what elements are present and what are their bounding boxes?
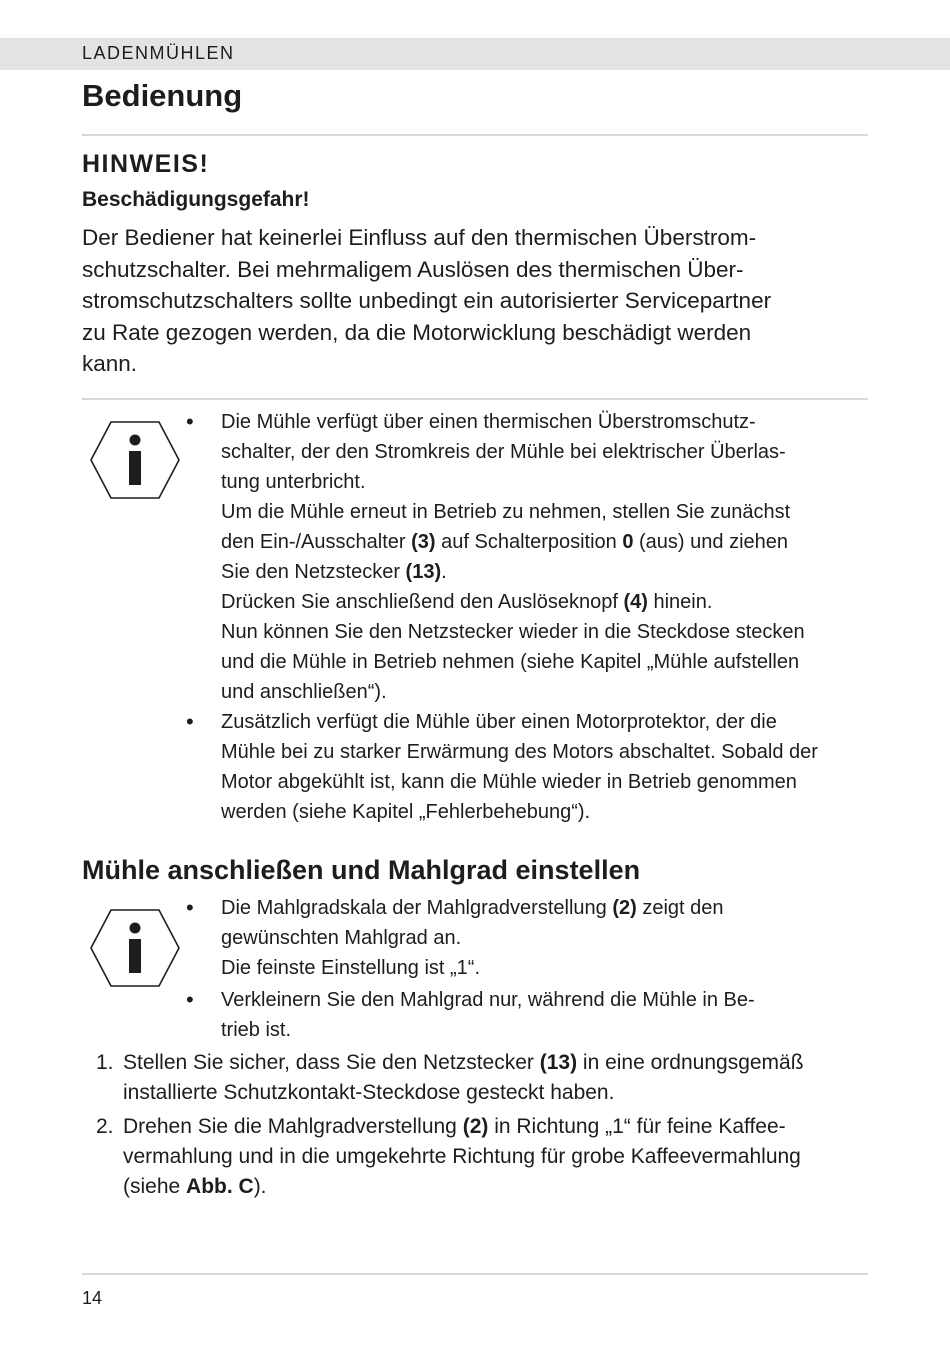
step-text: Drehen Sie die Mahlgradverstellung (2) in Richtung „1“ für feine Kaffee- — [123, 1115, 786, 1138]
notice-body — [82, 222, 868, 380]
footer-divider — [82, 1273, 868, 1275]
bullet-icon: • — [186, 709, 194, 734]
notice-subheading: Beschädigungsgefahr! — [82, 188, 310, 211]
bullet-text: werden (siehe Kapitel „Fehlerbehebung“). — [221, 801, 591, 823]
step-text: (siehe Abb. C). — [123, 1175, 267, 1198]
bullet-icon: • — [186, 987, 194, 1012]
bullet-icon: • — [186, 895, 194, 920]
bullet-text: und die Mühle in Betrieb nehmen (siehe Kapitel „Mühle aufstellen — [221, 651, 800, 673]
bullet-text: und anschließen“). — [221, 681, 387, 703]
notice-line: schutzschalter. Bei mehrmaligem Auslösen des thermischen Über- — [82, 256, 744, 282]
bullet-text: den Ein-/Ausschalter (3) auf Schalterposition 0 (aus) und ziehen — [221, 531, 789, 553]
list-item — [186, 407, 818, 707]
bullet-text: Die Mühle verfügt über einen thermischen Überstromschutz- — [221, 411, 756, 433]
list-item — [186, 985, 755, 1045]
bullet-text: Zusätzlich verfügt die Mühle über einen Motorprotektor, der die — [221, 711, 777, 733]
bullet-text: tung unterbricht. — [221, 471, 366, 493]
info-bullet-list — [186, 893, 755, 1045]
bullet-text: Motor abgekühlt ist, kann die Mühle wieder in Betrieb genommen — [221, 771, 797, 793]
notice-line: kann. — [82, 351, 138, 376]
info-bullet-list — [186, 407, 818, 827]
step-text: Stellen Sie sicher, dass Sie den Netzstecker (13) in eine ordnungsgemäß — [123, 1051, 804, 1074]
part-reference: (4) — [623, 591, 648, 613]
bullet-text: Um die Mühle erneut in Betrieb zu nehmen, stellen Sie zunächst — [221, 501, 791, 523]
notice-divider — [82, 398, 868, 400]
list-item — [186, 707, 818, 827]
section-heading: Mühle anschließen und Mahlgrad einstellen — [82, 855, 641, 885]
bullet-text: Die feinste Einstellung ist „1“. — [221, 957, 481, 979]
page-title: Bedienung — [82, 78, 243, 113]
step-number: 1. — [96, 1051, 114, 1074]
info-icon — [89, 908, 181, 988]
list-item — [82, 1048, 804, 1108]
running-title: LADENMÜHLEN — [82, 43, 235, 63]
bullet-text: Drücken Sie anschließend den Auslöseknopf (4) hinein. — [221, 591, 713, 613]
step-list — [82, 1048, 804, 1202]
part-reference: (3) — [411, 531, 436, 553]
notice-line: stromschutzschalters sollte unbedingt ein autorisierter Servicepartner — [82, 288, 772, 313]
page-number: 14 — [82, 1288, 103, 1308]
figure-reference: Abb. C — [186, 1175, 254, 1198]
step-text: installierte Schutzkontakt-Steckdose gesteckt haben. — [123, 1081, 615, 1104]
bullet-text: Verkleinern Sie den Mahlgrad nur, während die Mühle in Be- — [221, 989, 755, 1011]
bullet-text: Sie den Netzstecker (13). — [221, 561, 447, 583]
part-reference: (13) — [539, 1051, 578, 1074]
bullet-text: schalter, der den Stromkreis der Mühle bei elektrischer Überlas- — [221, 441, 786, 463]
bullet-icon: • — [186, 409, 194, 434]
bullet-text: Die Mahlgradskala der Mahlgradverstellung (2) zeigt den — [221, 897, 724, 919]
step-text: vermahlung und in die umgekehrte Richtung für grobe Kaffeevermahlung — [123, 1145, 801, 1168]
bullet-text: gewünschten Mahlgrad an. — [221, 927, 462, 949]
part-reference: (2) — [612, 897, 637, 919]
part-reference: (13) — [405, 561, 442, 583]
notice-heading: HINWEIS! — [82, 150, 210, 178]
bullet-text: Mühle bei zu starker Erwärmung des Motors abschaltet. Sobald der — [221, 741, 818, 763]
info-icon — [89, 420, 181, 500]
part-reference: (2) — [462, 1115, 489, 1138]
title-divider — [82, 134, 868, 136]
notice-line: zu Rate gezogen werden, da die Motorwicklung beschädigt werden — [82, 319, 752, 345]
list-item — [82, 1112, 804, 1202]
notice-line: Der Bediener hat keinerlei Einfluss auf den thermischen Überstrom- — [82, 225, 757, 250]
bullet-text: trieb ist. — [221, 1019, 292, 1041]
bullet-text: Nun können Sie den Netzstecker wieder in die Steckdose stecken — [221, 621, 805, 643]
step-number: 2. — [96, 1115, 114, 1138]
list-item — [186, 893, 755, 983]
switch-position: 0 — [622, 531, 634, 553]
